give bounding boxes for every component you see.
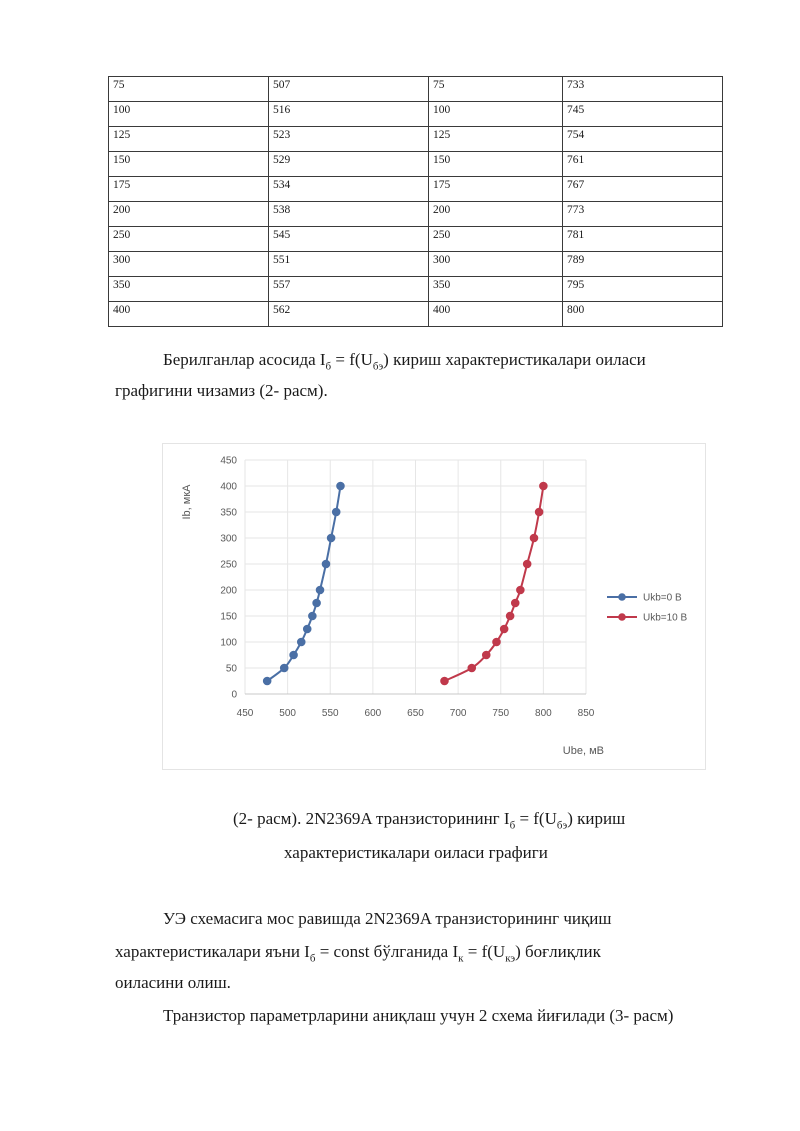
data-point bbox=[290, 651, 298, 659]
data-point bbox=[506, 612, 514, 620]
data-point bbox=[523, 560, 531, 568]
table-cell: 200 bbox=[429, 202, 563, 227]
data-point bbox=[280, 664, 288, 672]
table-cell: 125 bbox=[109, 127, 269, 152]
data-point bbox=[316, 586, 324, 594]
data-point bbox=[493, 638, 501, 646]
data-table bbox=[108, 76, 723, 327]
paragraph-1-line-2: графигини чизамиз (2- расм). bbox=[115, 381, 328, 400]
table-cell: 507 bbox=[269, 77, 429, 102]
table-cell: 150 bbox=[109, 152, 269, 177]
table-cell: 150 bbox=[429, 152, 563, 177]
table-cell: 200 bbox=[109, 202, 269, 227]
table-cell: 400 bbox=[109, 302, 269, 327]
y-tick-label: 50 bbox=[225, 663, 237, 675]
table-cell: 545 bbox=[269, 227, 429, 252]
x-axis-label: Ube, мВ bbox=[562, 745, 604, 757]
table-row bbox=[109, 202, 723, 227]
y-tick-label: 0 bbox=[231, 689, 237, 701]
table-row bbox=[109, 77, 723, 102]
chart-plot bbox=[163, 444, 705, 769]
data-point bbox=[297, 638, 305, 646]
data-point bbox=[511, 599, 519, 607]
figure-caption-line-2: характеристикалари оиласи графиги bbox=[284, 843, 548, 862]
table-cell: 75 bbox=[429, 77, 563, 102]
legend-label: Ukb=10 B bbox=[643, 612, 688, 624]
y-tick-label: 250 bbox=[220, 559, 237, 571]
table-row bbox=[109, 152, 723, 177]
data-point bbox=[327, 534, 335, 542]
table-cell: 250 bbox=[109, 227, 269, 252]
series-line bbox=[444, 486, 543, 681]
x-tick-label: 800 bbox=[535, 708, 552, 719]
table-row bbox=[109, 127, 723, 152]
x-tick-label: 600 bbox=[364, 708, 382, 719]
table-cell: 125 bbox=[429, 127, 563, 152]
table-cell: 175 bbox=[429, 177, 563, 202]
table-cell: 538 bbox=[269, 202, 429, 227]
y-tick-label: 200 bbox=[220, 585, 237, 597]
table-cell: 350 bbox=[429, 277, 563, 302]
data-point bbox=[530, 534, 538, 542]
x-tick-label: 550 bbox=[321, 708, 339, 719]
data-point bbox=[337, 482, 345, 490]
figure-caption-line-1: (2- расм). 2N2369A транзисторининг $I_б = f(U_{бэ})$ кириш bbox=[233, 809, 626, 832]
data-point bbox=[441, 677, 449, 685]
table-cell: 767 bbox=[563, 177, 723, 202]
paragraph-2-line-2: характеристикалари яъни $I_б$ = const бўлганида $I_к = f(U_{кэ})$ боғлиқлик bbox=[115, 942, 601, 965]
legend-swatch-marker bbox=[618, 593, 626, 601]
table-cell: 529 bbox=[269, 152, 429, 177]
table-row bbox=[109, 252, 723, 277]
table-cell: 534 bbox=[269, 177, 429, 202]
table-row bbox=[109, 302, 723, 327]
data-point bbox=[332, 508, 340, 516]
table-cell: 250 bbox=[429, 227, 563, 252]
table-cell: 562 bbox=[269, 302, 429, 327]
chart-figure bbox=[162, 443, 706, 770]
y-tick-label: 100 bbox=[220, 637, 237, 649]
table-cell: 557 bbox=[269, 277, 429, 302]
data-point bbox=[468, 664, 476, 672]
table-cell: 175 bbox=[109, 177, 269, 202]
paragraph-2-line-3: оиласини олиш. bbox=[115, 973, 231, 992]
paragraph-1: Берилганлар асосида $I_б = f(U_{бэ})$ кириш характеристикалари оиласи bbox=[163, 350, 646, 373]
x-tick-label: 450 bbox=[236, 708, 254, 719]
x-tick-label: 850 bbox=[577, 708, 595, 719]
y-tick-label: 450 bbox=[220, 455, 237, 467]
table-cell: 789 bbox=[563, 252, 723, 277]
x-tick-label: 700 bbox=[449, 708, 467, 719]
table-cell: 75 bbox=[109, 77, 269, 102]
data-point bbox=[322, 560, 330, 568]
legend-swatch-marker bbox=[618, 613, 626, 621]
table-cell: 400 bbox=[429, 302, 563, 327]
table-cell: 800 bbox=[563, 302, 723, 327]
table-cell: 300 bbox=[429, 252, 563, 277]
table-cell: 795 bbox=[563, 277, 723, 302]
series-line bbox=[267, 486, 340, 681]
data-point bbox=[540, 482, 548, 490]
paragraph-3: Транзистор параметрларини аниқлаш учун 2 схема йиғилади (3- расм) bbox=[163, 1006, 674, 1025]
y-tick-label: 150 bbox=[220, 611, 237, 623]
data-point bbox=[500, 625, 508, 633]
table-cell: 100 bbox=[109, 102, 269, 127]
table-cell: 551 bbox=[269, 252, 429, 277]
table-body bbox=[109, 77, 723, 327]
paragraph-2-line-1: УЭ схемасига мос равишда 2N2369A транзисторининг чиқиш bbox=[163, 909, 612, 928]
y-tick-label: 400 bbox=[220, 481, 237, 493]
table-row bbox=[109, 102, 723, 127]
data-point bbox=[309, 612, 317, 620]
table-row bbox=[109, 227, 723, 252]
table-cell: 761 bbox=[563, 152, 723, 177]
x-tick-label: 500 bbox=[279, 708, 296, 719]
table-row bbox=[109, 177, 723, 202]
table-cell: 754 bbox=[563, 127, 723, 152]
table-cell: 100 bbox=[429, 102, 563, 127]
y-axis-label: Ib, мкА bbox=[181, 484, 193, 520]
table-cell: 745 bbox=[563, 102, 723, 127]
y-tick-label: 300 bbox=[220, 533, 237, 545]
data-point bbox=[482, 651, 490, 659]
data-point bbox=[263, 677, 271, 685]
y-tick-label: 350 bbox=[220, 507, 237, 519]
table-cell: 516 bbox=[269, 102, 429, 127]
table-row bbox=[109, 277, 723, 302]
x-tick-label: 650 bbox=[407, 708, 424, 719]
table-cell: 733 bbox=[563, 77, 723, 102]
table-cell: 773 bbox=[563, 202, 723, 227]
legend-label: Ukb=0 B bbox=[643, 592, 682, 604]
data-point bbox=[303, 625, 311, 633]
data-point bbox=[517, 586, 525, 594]
table-cell: 523 bbox=[269, 127, 429, 152]
data-point bbox=[313, 599, 321, 607]
table-cell: 350 bbox=[109, 277, 269, 302]
table-cell: 300 bbox=[109, 252, 269, 277]
table-cell: 781 bbox=[563, 227, 723, 252]
x-tick-label: 750 bbox=[492, 708, 510, 719]
data-point bbox=[535, 508, 543, 516]
